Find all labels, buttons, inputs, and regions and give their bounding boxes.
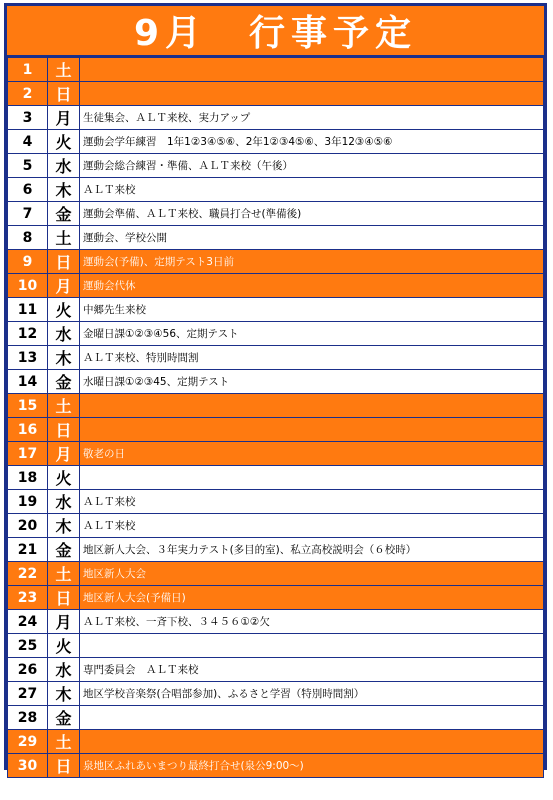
day-number: 18: [8, 466, 48, 490]
event-text: 金曜日課①②③④56、定期テスト: [80, 322, 544, 346]
schedule-row: [8, 370, 544, 394]
day-number: 11: [8, 298, 48, 322]
day-number: 30: [8, 754, 48, 778]
weekday: 火: [48, 130, 80, 154]
schedule-row: [8, 466, 544, 490]
schedule-table: [7, 57, 544, 778]
event-text: [80, 418, 544, 442]
event-text: 生徒集会、ＡＬＴ来校、実力アップ: [80, 106, 544, 130]
weekday: 水: [48, 154, 80, 178]
schedule-row: [8, 634, 544, 658]
day-number: 15: [8, 394, 48, 418]
day-number: 25: [8, 634, 48, 658]
schedule-row: [8, 610, 544, 634]
weekday: 日: [48, 418, 80, 442]
schedule-row: [8, 394, 544, 418]
weekday: 土: [48, 226, 80, 250]
day-number: 28: [8, 706, 48, 730]
schedule-row: [8, 202, 544, 226]
event-text: [80, 58, 544, 82]
weekday: 日: [48, 82, 80, 106]
schedule-row: [8, 658, 544, 682]
day-number: 22: [8, 562, 48, 586]
weekday: 月: [48, 442, 80, 466]
day-number: 17: [8, 442, 48, 466]
schedule-row: [8, 562, 544, 586]
schedule-row: [8, 250, 544, 274]
weekday: 土: [48, 730, 80, 754]
schedule-row: [8, 586, 544, 610]
day-number: 5: [8, 154, 48, 178]
event-text: 運動会準備、ＡＬＴ来校、職員打合せ(準備後): [80, 202, 544, 226]
day-number: 6: [8, 178, 48, 202]
event-text: 運動会総合練習・準備、ＡＬＴ来校（午後）: [80, 154, 544, 178]
event-text: 地区新人大会(予備日): [80, 586, 544, 610]
weekday: 水: [48, 658, 80, 682]
weekday: 木: [48, 514, 80, 538]
weekday: 土: [48, 394, 80, 418]
weekday: 水: [48, 322, 80, 346]
event-text: 地区新人大会、３年実力テスト(多目的室)、私立高校説明会（６校時）: [80, 538, 544, 562]
weekday: 日: [48, 754, 80, 778]
schedule-row: [8, 514, 544, 538]
event-text: 中郷先生来校: [80, 298, 544, 322]
weekday: 火: [48, 634, 80, 658]
event-text: 運動会学年練習 1年1②3④⑤⑥、2年1②③4⑤⑥、3年12③④⑤⑥: [80, 130, 544, 154]
weekday: 木: [48, 682, 80, 706]
event-text: [80, 394, 544, 418]
weekday: 金: [48, 370, 80, 394]
weekday: 日: [48, 250, 80, 274]
weekday: 日: [48, 586, 80, 610]
schedule-row: [8, 682, 544, 706]
weekday: 水: [48, 490, 80, 514]
weekday: 木: [48, 346, 80, 370]
schedule-row: [8, 178, 544, 202]
event-text: ＡＬＴ来校: [80, 490, 544, 514]
event-text: ＡＬＴ来校、特別時間割: [80, 346, 544, 370]
day-number: 23: [8, 586, 48, 610]
schedule-row: [8, 106, 544, 130]
day-number: 13: [8, 346, 48, 370]
page-title: 9月 行事予定: [133, 13, 418, 54]
day-number: 8: [8, 226, 48, 250]
day-number: 7: [8, 202, 48, 226]
weekday: 火: [48, 298, 80, 322]
weekday: 土: [48, 562, 80, 586]
day-number: 1: [8, 58, 48, 82]
event-text: 運動会(予備)、定期テスト3日前: [80, 250, 544, 274]
weekday: 木: [48, 178, 80, 202]
day-number: 24: [8, 610, 48, 634]
event-text: 水曜日課①②③45、定期テスト: [80, 370, 544, 394]
schedule-row: [8, 538, 544, 562]
event-text: [80, 706, 544, 730]
event-text: ＡＬＴ来校: [80, 178, 544, 202]
weekday: 月: [48, 610, 80, 634]
weekday: 月: [48, 274, 80, 298]
day-number: 9: [8, 250, 48, 274]
schedule-row: [8, 706, 544, 730]
schedule-row: [8, 58, 544, 82]
schedule-row: [8, 274, 544, 298]
day-number: 2: [8, 82, 48, 106]
event-text: 地区学校音楽祭(合唱部参加)、ふるさと学習（特別時間割）: [80, 682, 544, 706]
weekday: 月: [48, 106, 80, 130]
event-text: ＡＬＴ来校: [80, 514, 544, 538]
day-number: 20: [8, 514, 48, 538]
event-text: 泉地区ふれあいまつり最終打合せ(泉公9:00～): [80, 754, 544, 778]
schedule-row: [8, 130, 544, 154]
event-text: [80, 466, 544, 490]
day-number: 21: [8, 538, 48, 562]
day-number: 12: [8, 322, 48, 346]
event-text: 地区新人大会: [80, 562, 544, 586]
day-number: 3: [8, 106, 48, 130]
schedule-row: [8, 82, 544, 106]
schedule-sheet: [4, 3, 547, 776]
event-text: [80, 634, 544, 658]
schedule-row: [8, 442, 544, 466]
event-text: 敬老の日: [80, 442, 544, 466]
schedule-row: [8, 226, 544, 250]
weekday: 金: [48, 706, 80, 730]
schedule-row: [8, 490, 544, 514]
schedule-row: [8, 754, 544, 778]
day-number: 19: [8, 490, 48, 514]
schedule-row: [8, 346, 544, 370]
day-number: 29: [8, 730, 48, 754]
day-number: 26: [8, 658, 48, 682]
event-text: 専門委員会 ＡＬＴ来校: [80, 658, 544, 682]
day-number: 4: [8, 130, 48, 154]
day-number: 14: [8, 370, 48, 394]
day-number: 10: [8, 274, 48, 298]
weekday: 金: [48, 202, 80, 226]
weekday: 金: [48, 538, 80, 562]
schedule-row: [8, 298, 544, 322]
schedule-row: [8, 154, 544, 178]
weekday: 火: [48, 466, 80, 490]
schedule-row: [8, 322, 544, 346]
schedule-row: [8, 730, 544, 754]
event-text: 運動会代休: [80, 274, 544, 298]
event-text: [80, 82, 544, 106]
event-text: 運動会、学校公開: [80, 226, 544, 250]
event-text: [80, 730, 544, 754]
title-banner: [7, 6, 544, 57]
event-text: ＡＬＴ来校、一斉下校、３４５６①②欠: [80, 610, 544, 634]
day-number: 27: [8, 682, 48, 706]
day-number: 16: [8, 418, 48, 442]
weekday: 土: [48, 58, 80, 82]
schedule-row: [8, 418, 544, 442]
